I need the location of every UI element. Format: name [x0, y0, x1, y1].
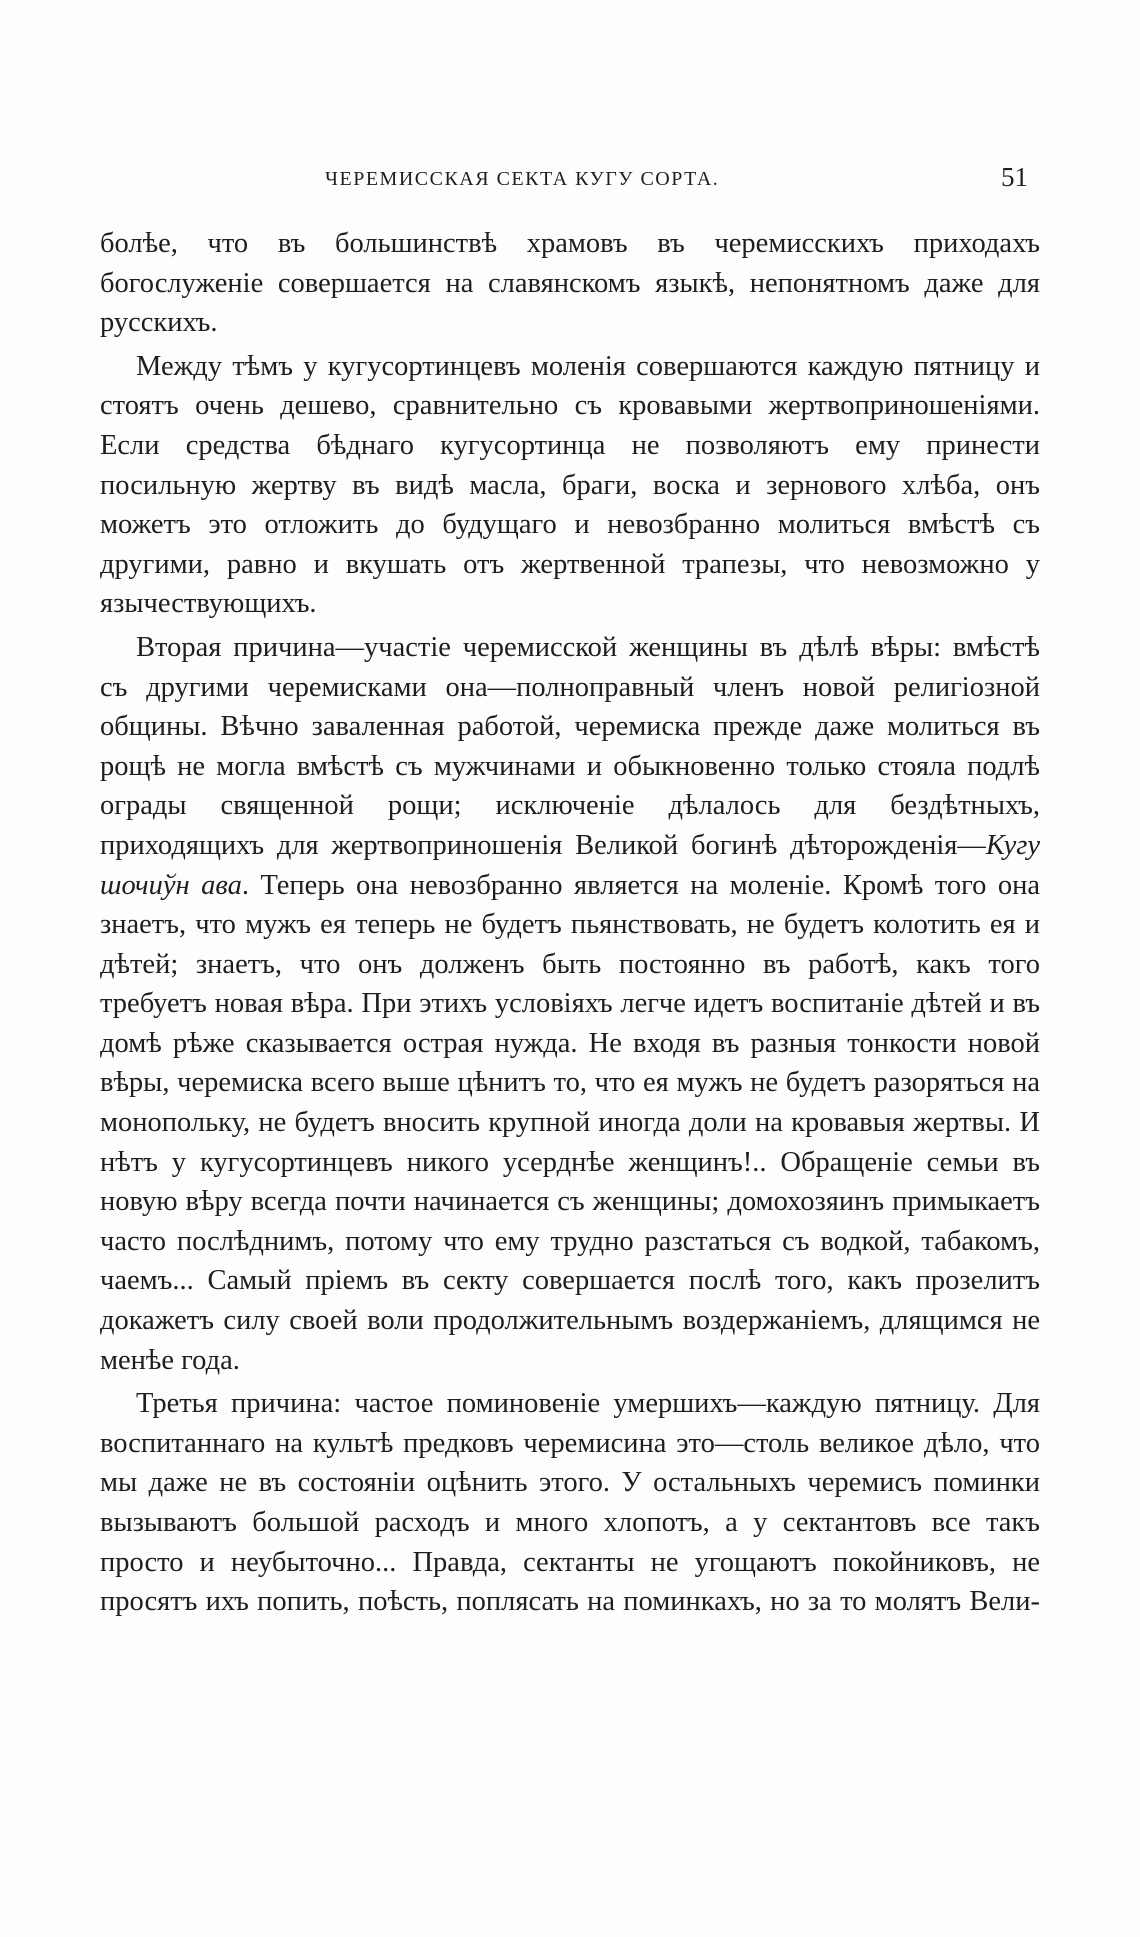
- italic-deity-name: Кугу шочиўн ава: [100, 829, 1040, 901]
- body-text: [100, 224, 1040, 1626]
- paragraph: болѣе, что въ большинствѣ храмовъ въ черемисскихъ приходахъ богослуженіе совершается на славянскомъ языкѣ, непонятномъ даже для русскихъ.: [100, 228, 1040, 339]
- page-number: 51: [1001, 162, 1028, 192]
- paragraph-text-after-term: . Теперь она невозбранно является на моленіе. Кромѣ того она знаетъ, что мужъ ея теперь не будетъ пьянствовать, не будетъ колотить ея и дѣтей; знаетъ, что онъ долженъ быть постоянно въ работѣ, какъ того требуетъ новая вѣра. При этихъ условіяхъ легче идетъ воспитаніе дѣтей и въ домѣ рѣже сказывается острая нужда. Не входя въ разныя тонкости новой вѣры, черемиска всего выше цѣнитъ то, что ея мужъ не будетъ разоряться на монопольку, не будетъ вносить крупной иногда доли на кровавыя жертвы. И нѣтъ у кугусортинцевъ никого усерднѣе женщинъ!.. Обращеніе семьи въ новую вѣру всегда почти начинается съ женщины; домохозяинъ примыкаетъ часто послѣднимъ, потому что ему трудно разстаться съ водкой, табакомъ, чаемъ... Самый пріемъ въ секту совершается послѣ того, какъ прозелитъ докажетъ силу своей воли продолжительнымъ воздержаніемъ, длящимся не менѣе года.: [100, 869, 1040, 1376]
- paragraph: Третья причина: частое поминовеніе умершихъ—каждую пятницу. Для воспитаннаго на культѣ предковъ черемисина это—столь великое дѣло, что мы даже не въ состояніи оцѣнить этого. У остальныхъ черемисъ поминки вызываютъ большой расходъ и много хлопотъ, а у сектантовъ все такъ просто и неубыточно... Правда, сектанты не угощаютъ покойниковъ, не просятъ ихъ попить, поѣсть, поплясать на поминкахъ, но за то молятъ Вели-: [100, 1388, 1040, 1618]
- paragraph: [100, 628, 1040, 1380]
- running-title: ЧЕРЕМИССКАЯ СЕКТА КУГУ СОРТА.: [325, 168, 720, 190]
- running-head: [100, 160, 1040, 200]
- paragraph: Между тѣмъ у кугусортинцевъ моленія совершаются каждую пятницу и стоятъ очень дешево, сравнительно съ кровавыми жертвоприношеніями. Если средства бѣднаго кугусортинца не позволяютъ ему принести посильную жертву въ видѣ масла, браги, воска и зернового хлѣба, онъ можетъ это отложить до будущаго и невозбранно молиться вмѣстѣ съ другими, равно и вкушать отъ жертвенной трапезы, что невозможно у язычествующихъ.: [100, 350, 1040, 620]
- paragraph-text-before-term: Вторая причина—участіе черемисской женщины въ дѣлѣ вѣры: вмѣстѣ съ другими черемисками она—полноправный членъ новой религіозной общины. Вѣчно заваленная работой, черемиска прежде даже молиться въ рощѣ не могла вмѣстѣ съ мужчинами и обыкновенно только стояла подлѣ ограды священной рощи; исключеніе дѣлалось для бездѣтныхъ, приходящихъ для жертвоприношенія Великой богинѣ дѣторожденія—: [100, 631, 1040, 861]
